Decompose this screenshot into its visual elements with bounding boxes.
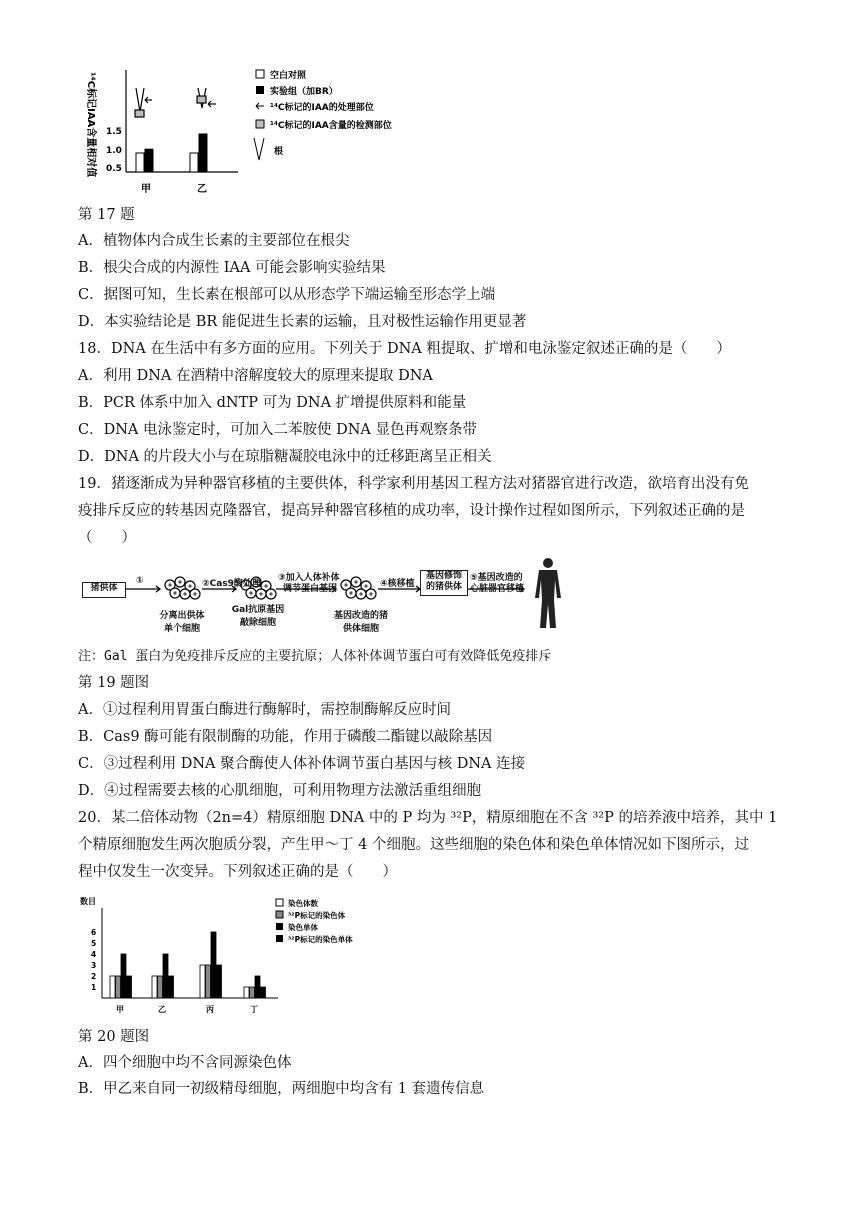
figure-19-note: 注：Gal 蛋白为免疫排斥反应的主要抗原；人体补体调节蛋白可有效降低免疫排斥 <box>78 649 552 664</box>
figure-20 <box>78 894 378 1020</box>
figure-20-chart <box>78 894 378 1020</box>
bar-br-1 <box>199 134 207 172</box>
modified-pig-donor-line1: 基因修饰 <box>425 571 462 581</box>
x-label: 乙 <box>158 1005 166 1014</box>
bar-series0-1 <box>152 976 157 998</box>
legend-label: 染色体数 <box>288 899 318 908</box>
step-5-label-b: 心脏器官移植 <box>470 584 525 594</box>
x-label: 甲 <box>141 184 151 195</box>
legend-label: 根 <box>274 147 284 157</box>
legend-swatch-detect <box>256 120 264 128</box>
bar-series3-0 <box>127 976 132 998</box>
bar-series1-2 <box>206 965 211 998</box>
q19-option-c: C．③过程利用 DNA 聚合酶使人体补体调节蛋白基因与核 DNA 连接 <box>78 756 526 772</box>
caption-isolate-cells-line1: 分离出供体 <box>159 611 205 621</box>
y-tick: 3 <box>91 961 97 970</box>
q18-option-a: A．利用 DNA 在酒精中溶解度较大的原理来提取 DNA <box>78 368 433 384</box>
step-1-label: ① <box>136 576 144 586</box>
q19-stem-line1: 19．猪逐渐成为异种器官移植的主要供体，科学家利用基因工程方法对猪器官进行改造，欲培育出没有免 <box>78 476 749 492</box>
q18-option-b: B．PCR 体系中加入 dNTP 可为 DNA 扩增提供原料和能量 <box>78 395 467 411</box>
arrow-left-icon <box>256 103 264 109</box>
q20-option-b: B．甲乙来自同一初级精母细胞，两细胞中均含有 1 套遗传信息 <box>78 1081 485 1097</box>
bar-series0-3 <box>244 987 249 998</box>
bar-control-0 <box>136 153 144 172</box>
bar-series1-3 <box>250 987 255 998</box>
pig-donor-box: 猪供体 <box>82 582 126 598</box>
y-tick: 1 <box>91 983 97 992</box>
figure-17-ylabel: ¹⁴C标记IAA含量相对值 <box>85 72 96 178</box>
bar-series0-2 <box>200 965 205 998</box>
root-sketch-icon <box>135 88 216 117</box>
figure-19-caption: 第 19 题图 <box>78 675 150 691</box>
legend-swatch-labeled-chromosome <box>276 911 283 918</box>
bar-series2-1 <box>163 954 168 998</box>
bar-series2-0 <box>121 954 126 998</box>
root-icon <box>254 138 264 160</box>
y-tick: 4 <box>91 950 97 959</box>
step-4-label: ④核移植 <box>380 579 415 589</box>
q19-option-a: A．①过程利用胃蛋白酶进行酶解时，需控制酶解反应时间 <box>78 702 451 718</box>
step-3-label-a: ③加入人体补体 <box>278 573 340 583</box>
human-body-icon <box>535 558 561 628</box>
caption-modified-cells-line2: 供体细胞 <box>342 624 379 634</box>
q17-option-b: B．根尖合成的内源性 IAA 可能会影响实验结果 <box>78 260 386 276</box>
q20-stem-line1: 20．某二倍体动物（2n=4）精原细胞 DNA 中的 P 均为 ³²P，精原细胞在不含 ³²P 的培养液中培养，其中 1 <box>78 810 778 826</box>
bar-series3-3 <box>261 987 266 998</box>
figure-19 <box>78 556 568 634</box>
flow-arrows <box>78 556 568 634</box>
legend-swatch-br <box>256 86 264 94</box>
caption-modified-cells-line1: 基因改造的猪 <box>333 611 388 621</box>
bar-series2-3 <box>255 976 260 998</box>
q20-stem-line3: 程中仅发生一次变异。下列叙述正确的是（ ） <box>78 864 397 880</box>
figure-20-ylabel: 数目 <box>80 897 96 906</box>
q19-stem-line3: （ ） <box>78 530 136 546</box>
caption-isolate-cells <box>154 608 210 634</box>
modified-pig-donor-box <box>420 570 468 596</box>
legend-swatch-chromatid <box>276 923 283 930</box>
q20-option-a: A．四个细胞中均不含同源染色体 <box>78 1055 292 1071</box>
legend-swatch-blank <box>256 70 264 78</box>
x-label: 甲 <box>116 1005 124 1014</box>
legend-label: ¹⁴C标记的IAA含量的检测部位 <box>270 121 392 131</box>
bar-series3-2 <box>217 965 222 998</box>
legend-label: 染色单体 <box>288 923 318 932</box>
y-tick: 0.5 <box>106 164 122 174</box>
q18-option-c: C．DNA 电泳鉴定时，可加入二苯胺使 DNA 显色再观察条带 <box>78 422 477 438</box>
q17-option-a: A．植物体内合成生长素的主要部位在根尖 <box>78 233 350 249</box>
y-tick: 2 <box>91 972 97 981</box>
bar-br-0 <box>145 149 153 172</box>
legend-swatch-chromosome <box>276 899 283 906</box>
legend-label: ¹⁴C标记的IAA的处理部位 <box>270 103 374 113</box>
bar-series2-2 <box>211 932 216 998</box>
caption-gal-knockout-line1: Gal抗原基因 <box>231 605 285 615</box>
legend-label: ³²P标记的染色单体 <box>288 935 353 944</box>
bar-series1-0 <box>116 976 121 998</box>
q20-stem-line2: 个精原细胞发生两次胞质分裂，产生甲～丁 4 个细胞。这些细胞的染色体和染色单体情况如下图所示，过 <box>78 837 749 853</box>
q19-option-b: B．Cas9 酶可能有限制酶的功能，作用于磷酸二酯键以敲除基因 <box>78 729 493 745</box>
figure-20-caption: 第 20 题图 <box>78 1029 150 1045</box>
modified-pig-donor-line2: 的猪供体 <box>425 582 462 592</box>
legend-label: 实验组（加BR） <box>270 87 338 97</box>
cell-cluster-icon <box>165 577 200 599</box>
q17-option-c: C．据图可知，生长素在根部可以从形态学下端运输至形态学上端 <box>78 287 496 303</box>
y-tick: 5 <box>91 939 97 948</box>
y-tick: 1.0 <box>106 146 122 156</box>
x-label: 丁 <box>250 1005 258 1014</box>
cell-cluster-icon <box>341 577 376 599</box>
bar-series0-0 <box>110 976 115 998</box>
bar-series1-1 <box>158 976 163 998</box>
q18-stem: 18．DNA 在生活中有多方面的应用。下列关于 DNA 粗提取、扩增和电泳鉴定叙述正确的是（ ） <box>78 341 731 357</box>
figure-17-chart <box>78 60 428 200</box>
bar-control-1 <box>190 153 198 172</box>
figure-17 <box>78 60 428 200</box>
step-5-label-a: ⑤基因改造的 <box>470 573 523 583</box>
step-3-label-b: 调节蛋白基因 <box>283 584 338 594</box>
x-label: 乙 <box>197 184 207 195</box>
caption-isolate-cells-line2: 单个细胞 <box>163 624 200 634</box>
q19-option-d: D．④过程需要去核的心肌细胞，可利用物理方法激活重组细胞 <box>78 783 482 799</box>
figure-17-caption: 第 17 题 <box>78 207 135 223</box>
caption-gal-knockout <box>230 602 286 628</box>
legend-label: 空白对照 <box>270 71 307 81</box>
y-tick: 6 <box>91 928 97 937</box>
legend-swatch-labeled-chromatid <box>276 935 283 942</box>
bar-series3-1 <box>169 976 174 998</box>
y-tick: 1.5 <box>106 127 122 137</box>
caption-modified-cells <box>328 608 394 634</box>
step-2-label: ②Cas9酶处理 <box>202 579 261 589</box>
x-label: 丙 <box>206 1005 214 1014</box>
legend-label: ³²P标记的染色体 <box>288 911 346 920</box>
q18-option-d: D．DNA 的片段大小与在琼脂糖凝胶电泳中的迁移距离呈正相关 <box>78 449 492 465</box>
caption-gal-knockout-line2: 敲除细胞 <box>239 618 276 628</box>
q17-option-d: D．本实验结论是 BR 能促进生长素的运输，且对极性运输作用更显著 <box>78 314 527 330</box>
q19-stem-line2: 疫排斥反应的转基因克隆器官，提高异种器官移植的成功率，设计操作过程如图所示，下列叙述正确的是 <box>78 503 745 519</box>
